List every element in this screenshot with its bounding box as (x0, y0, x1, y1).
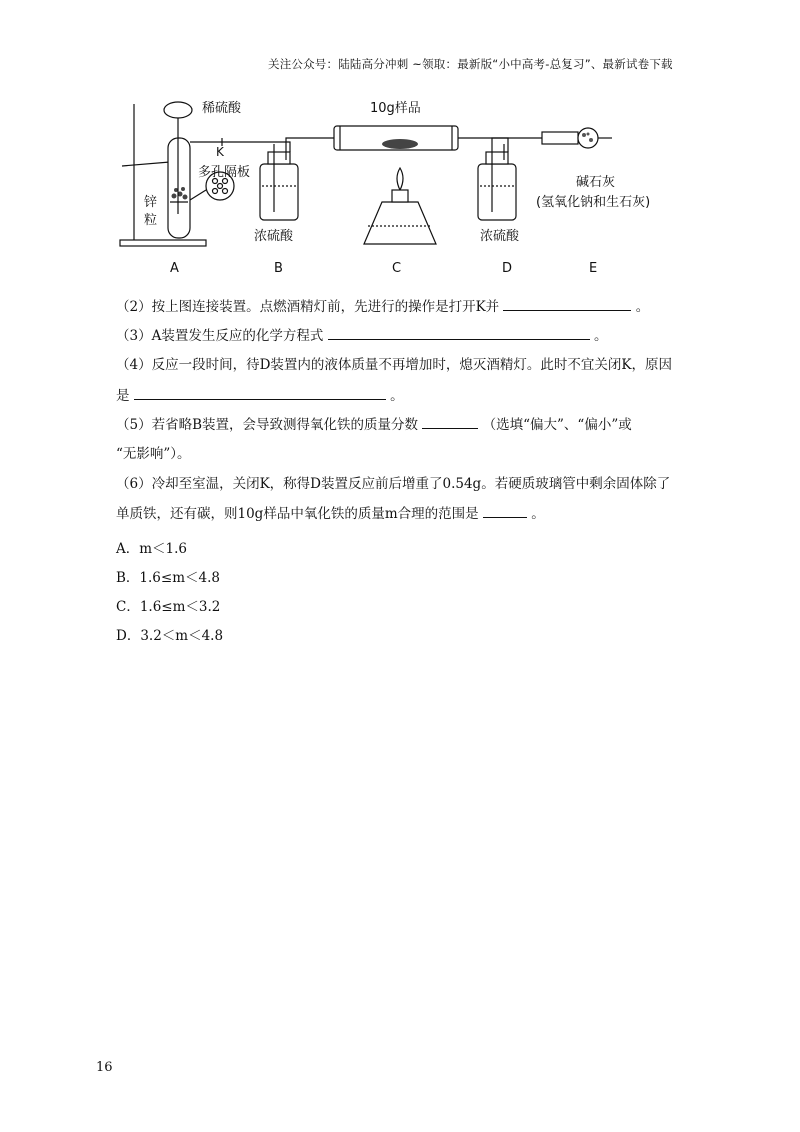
answer-blank-3[interactable] (328, 325, 590, 340)
pipe-b-c (286, 138, 334, 144)
option-c[interactable]: C．1.6≤m＜3.2 (116, 599, 221, 615)
question-6-line-1: （6）冷却至室温，关闭K，称得D装置反应前后增重了0.54g。若硬质玻璃管中剩余固体除了 (116, 476, 671, 492)
letter-d: D (502, 261, 513, 276)
drying-bulb (578, 128, 598, 148)
pipe-c-d (458, 138, 508, 152)
page-number: 16 (96, 1060, 113, 1075)
label-soda-lime-note: (氢氧化钠和生石灰) (536, 195, 651, 210)
sample-powder (382, 139, 418, 149)
bottle-d (478, 164, 516, 220)
stand-clamp (122, 162, 170, 166)
apparatus-diagram (112, 94, 712, 280)
alcohol-lamp (364, 202, 436, 244)
answer-blank-4[interactable] (134, 385, 386, 400)
label-conc-acid-d: 浓硫酸 (480, 229, 520, 244)
answer-blank-6[interactable] (483, 503, 527, 518)
question-6-line-2: 单质铁，还有碳，则10g样品中氧化铁的质量m合理的范围是 。 (116, 503, 716, 524)
label-valve-k: K (216, 145, 224, 159)
letter-c: C (392, 261, 402, 276)
answer-blank-2[interactable] (503, 296, 631, 311)
label-soda-lime: 碱石灰 (576, 175, 616, 190)
label-sample: 10g样品 (370, 101, 421, 116)
option-d[interactable]: D．3.2＜m＜4.8 (116, 628, 224, 644)
label-dilute-acid: 稀硫酸 (202, 101, 242, 116)
label-zinc-1: 锌 (144, 195, 158, 210)
apparatus-figure (112, 94, 712, 280)
label-conc-acid-b: 浓硫酸 (254, 229, 294, 244)
letter-e: E (589, 261, 598, 276)
question-4-line-1: （4）反应一段时间，待D装置内的液体质量不再增加时，熄灭酒精灯。此时不宜关闭K，原因 (116, 357, 672, 373)
stand-base (120, 240, 206, 246)
option-a[interactable]: A．m＜1.6 (116, 541, 188, 557)
pipe-d-e (492, 138, 542, 144)
question-4-line-2: 是 。 (116, 385, 716, 406)
page-header: 关注公众号：陆陆高分冲刺 ~领取：最新版“小中高考-总复习”、最新试卷下载 (268, 57, 673, 71)
question-5-line-2: “无影响”）。 (116, 446, 191, 462)
funnel-bulb (164, 102, 192, 118)
answer-blank-5[interactable] (422, 414, 478, 429)
test-tube (168, 138, 190, 238)
question-2: （2）按上图连接装置。点燃酒精灯前，先进行的操作是打开K并 。 (116, 296, 716, 317)
label-porous-plate: 多孔隔板 (198, 165, 251, 180)
letter-b: B (274, 261, 283, 276)
letter-a: A (170, 261, 179, 276)
question-3: （3）A装置发生反应的化学方程式 。 (116, 325, 716, 346)
bottle-b (260, 164, 298, 220)
label-zinc-2: 粒 (144, 213, 158, 228)
drying-tube (542, 132, 578, 144)
question-5-line-1: （5）若省略B装置，会导致测得氧化铁的质量分数 （选填“偏大”、“偏小”或 (116, 414, 716, 435)
option-b[interactable]: B．1.6≤m＜4.8 (116, 570, 220, 586)
pipe-a-b (190, 142, 290, 152)
